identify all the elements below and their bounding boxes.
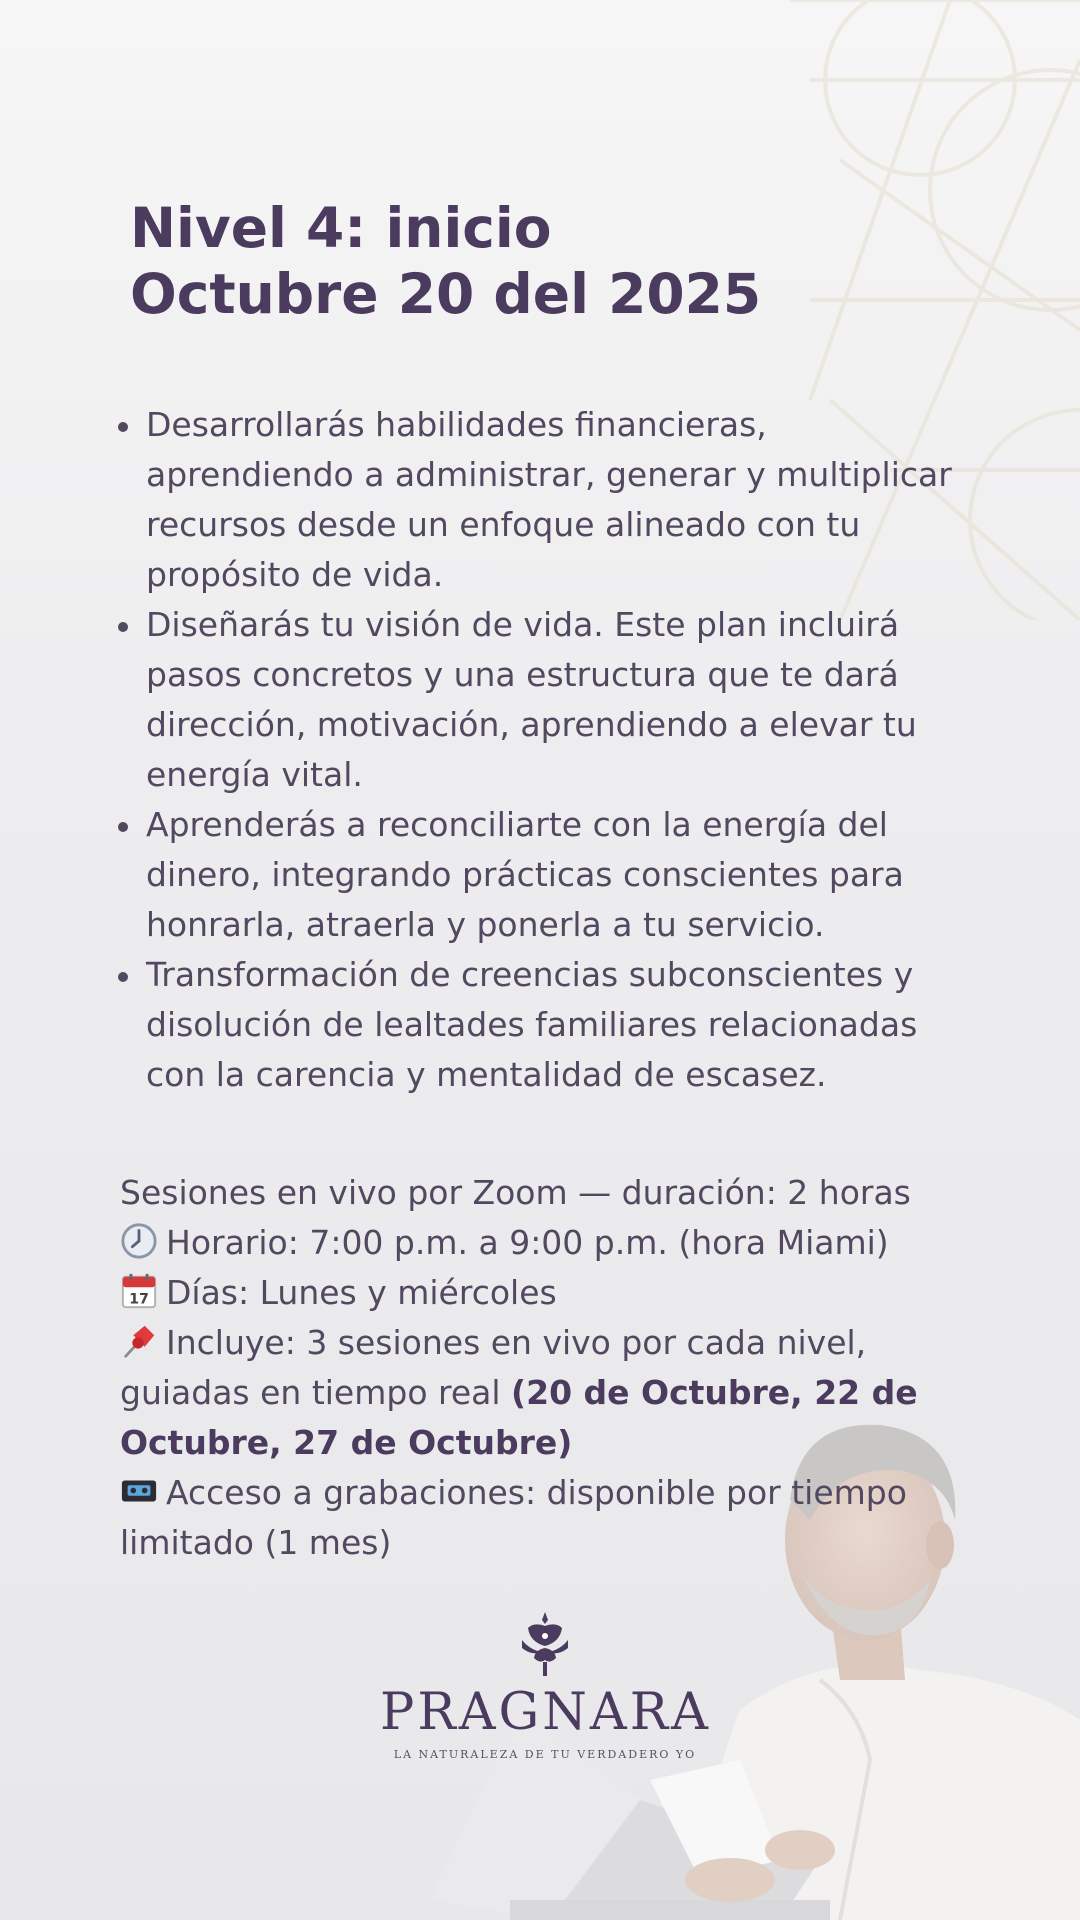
list-item: Diseñarás tu visión de vida. Este plan incluirá pasos concretos y una estructura que te dará dirección, motivación, aprendiendo a elevar tu energía vital. — [112, 600, 972, 800]
list-item: Transformación de creencias subconscientes y disolución de lealtades familiares relacionadas con la carencia y mentalidad de escasez. — [112, 950, 972, 1100]
svg-text:17: 17 — [129, 1291, 149, 1308]
session-details — [120, 1168, 940, 1568]
title-level-line: Nivel 4: inicio — [130, 196, 552, 260]
lotus-emblem-icon — [510, 1610, 580, 1680]
recordings-line — [120, 1468, 940, 1568]
videocassette-icon — [120, 1472, 158, 1510]
list-item: Aprenderás a reconciliarte con la energía del dinero, integrando prácticas conscientes para honrarla, atraerla y ponerla a tu servicio. — [112, 800, 972, 950]
includes-dates: (20 de Octubre, 22 de Octubre, 27 de Octubre) — [120, 1373, 918, 1462]
list-item: Desarrollarás habilidades financieras, aprendiendo a administrar, generar y multiplicar recursos desde un enfoque alineado con tu propósito de vida. — [112, 400, 972, 600]
brand-logo — [380, 1610, 710, 1761]
brand-name: PRAGNARA — [380, 1683, 711, 1742]
pushpin-icon — [120, 1322, 158, 1360]
recordings-text: Acceso a grabaciones: disponible por tiempo limitado (1 mes) — [120, 1473, 907, 1562]
includes-line — [120, 1318, 940, 1468]
days-text: Días: Lunes y miércoles — [166, 1273, 557, 1312]
includes-text: Incluye: 3 sesiones en vivo por cada nivel, guiadas en tiempo real — [120, 1323, 867, 1412]
calendar-icon — [120, 1272, 158, 1310]
sessions-line: Sesiones en vivo por Zoom — duración: 2 horas — [120, 1173, 911, 1212]
days-line — [120, 1268, 940, 1318]
page-title — [130, 195, 761, 327]
benefits-list — [112, 400, 972, 1100]
brand-tagline: LA NATURALEZA DE TU VERDADERO YO — [393, 1748, 697, 1761]
schedule-text: Horario: 7:00 p.m. a 9:00 p.m. (hora Miami) — [166, 1223, 889, 1262]
schedule-line — [120, 1218, 940, 1268]
clock-icon — [120, 1222, 158, 1260]
title-date-line: Octubre 20 del 2025 — [130, 262, 762, 326]
